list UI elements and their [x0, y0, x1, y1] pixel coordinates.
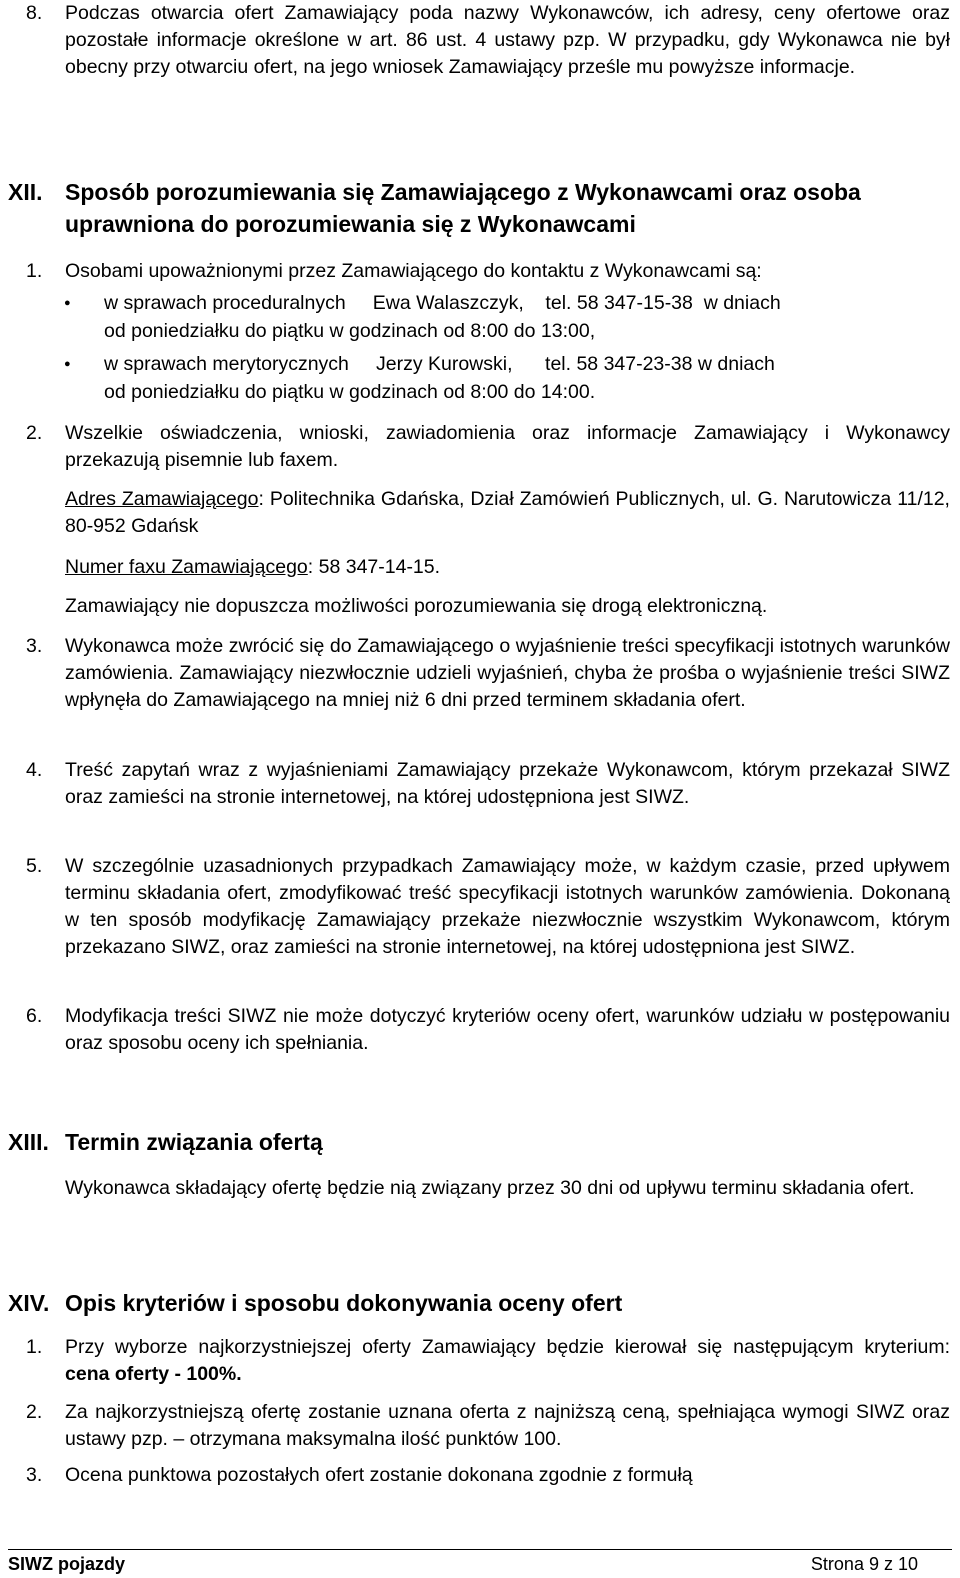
item-number: 3. — [26, 635, 43, 657]
item-text: Modyfikacja treści SIWZ nie może dotyczyć kryteriów oceny ofert, warunków udziału w postępowaniu oraz sposobu oceny ich spełniania. — [65, 1005, 950, 1054]
section-number: XIV. — [8, 1290, 50, 1316]
fax-value: : 58 347-14-15. — [307, 556, 441, 578]
footer-page-number: Strona 9 z 10 — [810, 1554, 918, 1574]
item-text: Wykonawca może zwrócić się do Zamawiającego o wyjaśnienie treści specyfikacji istotnych warunków zamówienia. Zamawiający niezwłocznie udzieli wyjaśnień, chyba że prośba o wyjaśnienie treści SIWZ wpłynęła do Zamawiającego na mniej niż 6 dni przed terminem składania ofert. — [65, 635, 950, 711]
item-number: 6. — [26, 1005, 43, 1027]
bullet-icon: ● — [64, 358, 71, 370]
item-text: W szczególnie uzasadnionych przypadkach Zamawiający może, w każdym czasie, przed upływem terminu składania ofert, zmodyfikować treść specyfikacji istotnych warunków zamówienia. Dokonaną w ten sposób modyfikację Zamawiający przekaże niezwłocznie wszystkim Wykonawcom, którym przekazano SIWZ, oraz zamieści na stronie internetowej, na której udostępniona jest SIWZ. — [65, 855, 950, 958]
item-text: Podczas otwarcia ofert Zamawiający poda nazwy Wykonawców, ich adresy, ceny ofertowe oraz pozostałe informacje określone w art. 86 ust. 4 ustawy pzp. W przypadku, gdy Wykonawca nie był obecny przy otwarciu ofert, na jego wniosek Zamawiający prześle mu powyższe informacje. — [65, 2, 950, 78]
address-value: : Politechnika Gdańska, Dział Zamówień Publicznych, ul. G. Narutowicza 11/12, 80-952 Gdańsk — [65, 488, 950, 537]
fax-label: Numer faxu Zamawiającego — [65, 556, 308, 578]
item-text: Osobami upoważnionymi przez Zamawiającego do kontaktu z Wykonawcami są: — [65, 260, 762, 282]
item-number: 1. — [26, 260, 43, 282]
item-number: 5. — [26, 855, 43, 877]
item-number: 8. — [26, 2, 43, 24]
address-text — [65, 486, 950, 540]
item-number: 2. — [26, 1401, 43, 1423]
paragraph-text: Wykonawca składający ofertę będzie nią związany przez 30 dni od upływu terminu składania ofert. — [65, 1177, 915, 1199]
item-text: Ocena punktowa pozostałych ofert zostanie dokonana zgodnie z formułą — [65, 1464, 693, 1486]
item-number: 3. — [26, 1464, 43, 1486]
bullet-line: w sprawach merytorycznych Jerzy Kurowski, tel. 58 347-23-38 w dniach — [104, 353, 775, 375]
item-text: Wszelkie oświadczenia, wnioski, zawiadomienia oraz informacje Zamawiający i Wykonawcy przekazują pisemnie lub faxem. — [65, 422, 950, 471]
section-number: XIII. — [8, 1129, 49, 1155]
section-title: Sposób porozumiewania się Zamawiającego z Wykonawcami oraz osoba uprawniona do porozumiewania się z Wykonawcami — [65, 179, 861, 237]
bullet-line: od poniedziałku do piątku w godzinach od 8:00 do 14:00. — [104, 381, 596, 403]
item-number: 1. — [26, 1336, 43, 1358]
no-email-text: Zamawiający nie dopuszcza możliwości porozumiewania się drogą elektroniczną. — [65, 595, 768, 617]
bullet-line: w sprawach proceduralnych Ewa Walaszczyk, tel. 58 347-15-38 w dniach — [104, 292, 781, 314]
item-number: 2. — [26, 422, 43, 444]
section-title: Opis kryteriów i sposobu dokonywania oceny ofert — [65, 1290, 623, 1316]
bullet-line: od poniedziałku do piątku w godzinach od 8:00 do 13:00, — [104, 320, 596, 342]
criterion-bold: cena oferty - 100%. — [65, 1363, 242, 1385]
bullet-icon: ● — [64, 297, 71, 309]
footer-document-name: SIWZ pojazdy — [8, 1554, 125, 1574]
item-text: Treść zapytań wraz z wyjaśnieniami Zamawiający przekaże Wykonawcom, którym przekazał SIWZ oraz zamieści na stronie internetowej, na której udostępniona jest SIWZ. — [65, 759, 950, 808]
section-number: XII. — [8, 179, 43, 205]
item-number: 4. — [26, 759, 43, 781]
item-text — [65, 1334, 950, 1388]
address-label: Adres Zamawiającego — [65, 488, 259, 510]
fax-text — [65, 554, 950, 581]
item-text: Za najkorzystniejszą ofertę zostanie uznana oferta z najniższą ceną, spełniająca wymogi SIWZ oraz ustawy pzp. – otrzymana maksymalna ilość punktów 100. — [65, 1401, 950, 1450]
criterion-text: Przy wyborze najkorzystniejszej oferty Zamawiający będzie kierował się następującym kryterium: — [65, 1336, 950, 1358]
section-title: Termin związania ofertą — [65, 1129, 323, 1155]
footer-divider — [8, 1549, 952, 1550]
